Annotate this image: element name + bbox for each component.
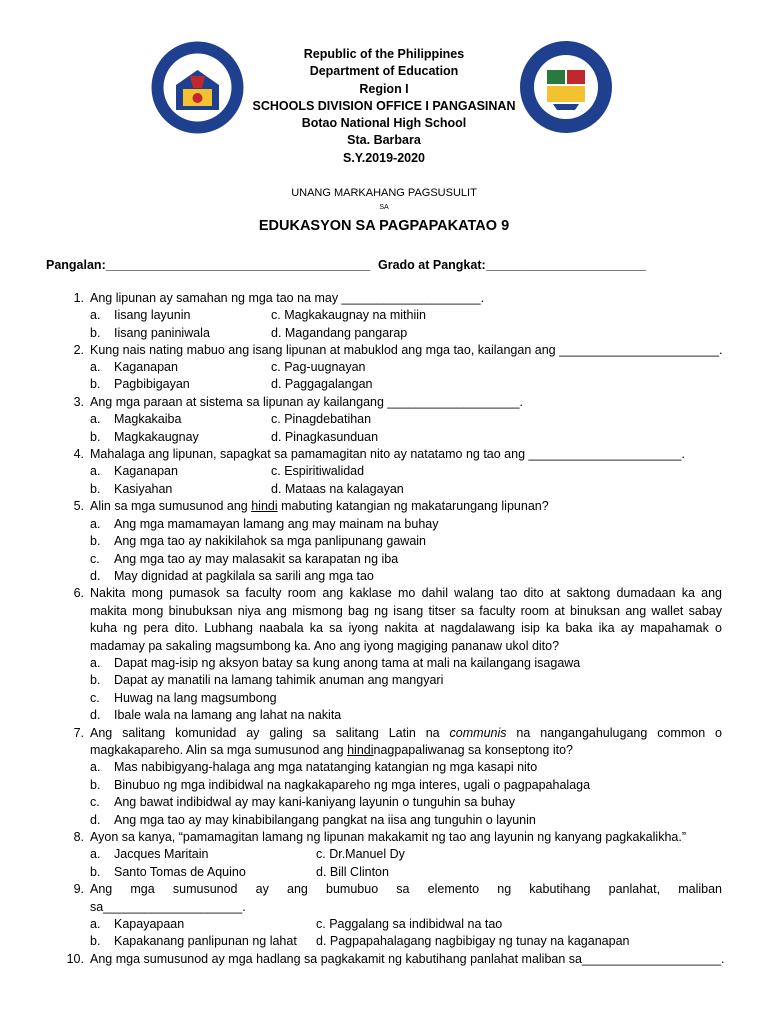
choice-row: [0, 864, 768, 882]
choice-letter: c.: [90, 795, 100, 809]
question-number: 10.: [66, 952, 84, 966]
choice-c[interactable]: c. Pag-uugnayan: [271, 360, 366, 374]
choice-letter: a.: [90, 308, 101, 322]
choice-b[interactable]: Magkakaugnay: [114, 430, 199, 444]
choice-row: [0, 429, 768, 447]
header-line-region: Region I: [359, 81, 409, 96]
choice-b[interactable]: Kasiyahan: [114, 482, 173, 496]
choice-letter: d.: [90, 813, 101, 827]
question-text: Ang mga sumusunod ay ang bumubuo sa elemento ng kabutihang panlahat, maliban: [90, 882, 722, 896]
question-text: Mahalaga ang lipunan, sapagkat sa pamamagitan nito ay natatamo ng tao ang ______________________.: [90, 447, 685, 461]
choice-a[interactable]: Dapat mag-isip ng aksyon batay sa kung anong tama at mali na kailangang isagawa: [114, 656, 581, 670]
choice-a[interactable]: Kaganapan: [114, 360, 178, 374]
question-number: 3.: [73, 395, 84, 409]
school-header: [0, 46, 768, 167]
choice-d[interactable]: May dignidad at pagkilala sa sarili ang mga tao: [114, 569, 374, 583]
choice-row: [0, 759, 768, 777]
choice-row: [0, 307, 768, 325]
choice-row: [0, 411, 768, 429]
question-text-line: [0, 620, 768, 638]
header-line-division: SCHOOLS DIVISION OFFICE I PANGASINAN: [252, 98, 516, 113]
question-number: 8.: [73, 830, 84, 844]
choice-row: [0, 481, 768, 499]
choice-c[interactable]: Huwag na lang magsumbong: [114, 691, 277, 705]
choice-letter: a.: [90, 917, 101, 931]
choice-a[interactable]: Mas nabibigyang-halaga ang mga natatanging katangian ng mga kasapi nito: [114, 760, 538, 774]
choice-row: [0, 707, 768, 725]
choice-b[interactable]: Dapat ay manatili na lamang tahimik anuman ang mangyari: [114, 673, 444, 687]
choice-a[interactable]: Ang mga mamamayan lamang ang may mainam na buhay: [114, 517, 439, 531]
choice-c[interactable]: c. Espiritiwalidad: [271, 464, 365, 478]
question-6: [0, 585, 768, 603]
choice-d[interactable]: d. Magandang pangarap: [271, 326, 408, 340]
question-text: Ayon sa kanya, “pamamagitan lamang ng lipunan makakamit ng tao ang layunin ng kanyang pagkakalikha.”: [90, 830, 686, 844]
choice-row: [0, 359, 768, 377]
question-text: madamay pa sakaling magsumbong ka. Ano ang iyong magiging pananaw ukol dito?: [90, 639, 560, 653]
choice-letter: a.: [90, 517, 101, 531]
choice-b[interactable]: Ang mga tao ay nakikilahok sa mga panlipunang gawain: [114, 534, 427, 548]
question-9: [0, 881, 768, 899]
student-info-row: [0, 257, 768, 275]
choice-letter: a.: [90, 412, 101, 426]
question-4: [0, 446, 768, 464]
choice-letter: d.: [90, 708, 101, 722]
choice-letter: b.: [90, 482, 101, 496]
emphasis-underline: hindi: [251, 499, 278, 513]
question-text-part: mabuting katangian ng makatarungang lipunan?: [277, 499, 549, 513]
choice-row: [0, 777, 768, 795]
choice-row: [0, 812, 768, 830]
choice-d[interactable]: d. Pagpapahalagang nagbibigay ng tunay na kaganapan: [316, 934, 630, 948]
choice-letter: c.: [90, 691, 100, 705]
choice-a[interactable]: Magkakaiba: [114, 412, 182, 426]
choice-row: [0, 533, 768, 551]
choice-a[interactable]: Jacques Maritain: [114, 847, 209, 861]
choice-row: [0, 794, 768, 812]
question-number: 9.: [73, 882, 84, 896]
choice-c[interactable]: c. Magkakaugnay na mithiin: [271, 308, 426, 322]
grade-label: Grado at Pangkat:: [378, 258, 486, 272]
choice-letter: b.: [90, 326, 101, 340]
choice-letter: a.: [90, 656, 101, 670]
choice-letter: b.: [90, 778, 101, 792]
choice-letter: c.: [90, 552, 100, 566]
question-text-part: nagpapaliwanag sa konseptong ito?: [373, 743, 573, 757]
choice-c[interactable]: c. Paggalang sa indibidwal na tao: [316, 917, 503, 931]
choice-row: [0, 672, 768, 690]
choice-row: [0, 516, 768, 534]
question-text-line: [0, 742, 768, 760]
choice-b[interactable]: Iisang paniniwala: [114, 326, 210, 340]
choice-row: [0, 655, 768, 673]
choice-letter: b.: [90, 430, 101, 444]
question-number: 7.: [73, 726, 84, 740]
question-number: 5.: [73, 499, 84, 513]
question-3: [0, 394, 768, 412]
choice-letter: b.: [90, 934, 101, 948]
emphasis-italic: communis: [449, 726, 507, 740]
question-text: Ang mga paraan at sistema sa lipunan ay kailangang ___________________.: [90, 395, 523, 409]
choice-letter: a.: [90, 760, 101, 774]
choice-row: [0, 551, 768, 569]
question-text-line: [0, 603, 768, 621]
choice-letter: b.: [90, 534, 101, 548]
choice-row: [0, 376, 768, 394]
question-text-line: [0, 638, 768, 656]
choice-row: [0, 568, 768, 586]
choice-d[interactable]: d. Bill Clinton: [316, 865, 389, 879]
choice-b[interactable]: Binubuo ng mga indibidwal na nagkakapareho ng mga interes, ugali o pagpapahalaga: [114, 778, 591, 792]
emphasis-underline: hindi: [347, 743, 374, 757]
choice-row: [0, 463, 768, 481]
question-2: [0, 342, 768, 360]
question-text-part: Alin sa mga sumusunod ang: [90, 499, 252, 513]
choice-a[interactable]: Iisang layunin: [114, 308, 191, 322]
choice-row: [0, 933, 768, 951]
choice-b[interactable]: Pagbibigayan: [114, 377, 190, 391]
question-text-part: na nangangahulugang common o: [506, 726, 723, 740]
choice-letter: a.: [90, 464, 101, 478]
choice-d[interactable]: d. Mataas na kalagayan: [271, 482, 404, 496]
choice-d[interactable]: d. Paggagalangan: [271, 377, 373, 391]
choice-c[interactable]: Ang mga tao ay may malasakit sa karapatan ng iba: [114, 552, 399, 566]
question-8: [0, 829, 768, 847]
choice-letter: b.: [90, 673, 101, 687]
question-text: makita mong binubuksan niya ang mismong bag ng isang titser sa faculty room at binuksan ang wallet sabay: [90, 604, 722, 618]
question-text: [90, 742, 573, 760]
question-text: Ang mga sumusunod ay mga hadlang sa pagkakamit ng kabutihang panlahat maliban sa____________________.: [90, 952, 725, 966]
name-label: Pangalan:: [46, 258, 106, 272]
question-text: Nakita mong pumasok sa faculty room ang kaklase mo dahil walang tao dito at saktong dumadaan ka ang: [90, 586, 722, 600]
question-text: [90, 725, 722, 743]
choice-a[interactable]: Kapayapaan: [114, 917, 185, 931]
exam-subject-title: EDUKASYON SA PAGPAPAKATAO 9: [258, 218, 510, 234]
question-text: Ang lipunan ay samahan ng mga tao na may ____________________.: [90, 291, 485, 305]
choice-b[interactable]: Santo Tomas de Aquino: [114, 865, 246, 879]
exam-title-1: UNANG MARKAHANG PAGSUSULIT: [291, 187, 477, 199]
question-text: Kung nais nating mabuo ang isang lipunan at mabuklod ang mga tao, kailangan ang _______________________.: [90, 343, 723, 357]
question-1: [0, 290, 768, 308]
choice-letter: a.: [90, 360, 101, 374]
choice-row: [0, 846, 768, 864]
exam-title-2: SA: [379, 204, 389, 211]
question-text: [90, 498, 549, 516]
grade-field[interactable]: _______________________: [486, 258, 646, 272]
question-text-part: Ang salitang komunidad ay galing sa salitang Latin na: [90, 726, 450, 740]
choice-row: [0, 916, 768, 934]
question-number: 2.: [73, 343, 84, 357]
question-5: [0, 498, 768, 516]
choice-letter: b.: [90, 865, 101, 879]
choice-d[interactable]: Ibale wala na lamang ang lahat na nakita: [114, 708, 342, 722]
choice-c[interactable]: c. Pinagdebatihan: [271, 412, 372, 426]
choice-letter: b.: [90, 377, 101, 391]
choice-d[interactable]: Ang mga tao ay may kinabibilangang pangkat na iisa ang tunguhin o layunin: [114, 813, 536, 827]
choice-c[interactable]: Ang bawat indibidwal ay may kani-kaniyang layunin o tunguhin sa buhay: [114, 795, 515, 809]
header-line-town: Sta. Barbara: [347, 133, 421, 148]
header-line-school-year: S.Y.2019-2020: [342, 150, 425, 165]
name-field[interactable]: ______________________________________: [106, 258, 371, 272]
header-line-school: Botao National High School: [301, 116, 467, 131]
question-text: kuha ng pera dito. Lubhang naabala ka sa iyong nakita at nagdalawang isip ka baka ika ay mapahamak o: [90, 621, 722, 635]
header-line-republic: Republic of the Philippines: [303, 47, 465, 61]
question-10: [0, 951, 768, 969]
choice-letter: d.: [90, 569, 101, 583]
question-text: sa____________________.: [90, 900, 246, 914]
question-number: 4.: [73, 447, 84, 461]
question-number: 6.: [73, 586, 84, 600]
question-text-part: magkakapareho. Alin sa mga sumusunod ang: [90, 743, 348, 757]
question-7: [0, 725, 768, 743]
question-number: 1.: [73, 291, 84, 305]
choice-b[interactable]: Kapakanang panlipunan ng lahat: [114, 934, 297, 948]
header-line-department: Department of Education: [309, 64, 459, 79]
question-text-line: [0, 899, 768, 917]
choice-a[interactable]: Kaganapan: [114, 464, 178, 478]
choice-c[interactable]: c. Dr.Manuel Dy: [316, 847, 405, 861]
choice-letter: a.: [90, 847, 101, 861]
choice-d[interactable]: d. Pinagkasunduan: [271, 430, 379, 444]
choice-row: [0, 690, 768, 708]
choice-row: [0, 325, 768, 343]
